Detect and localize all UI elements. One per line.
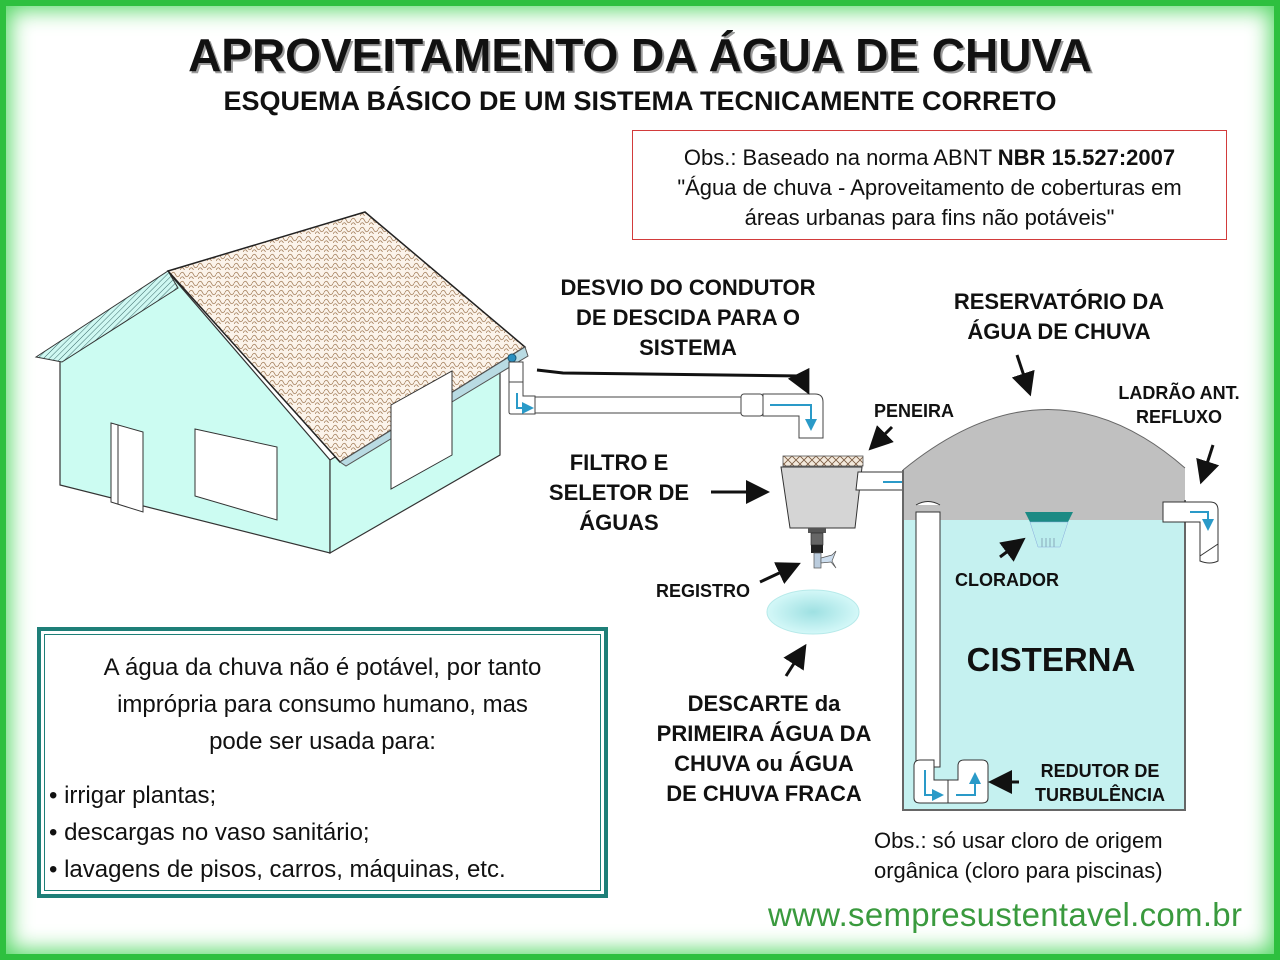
label-line: SELETOR DE	[548, 480, 690, 505]
label-chlorinator: CLORADOR	[955, 570, 1059, 590]
label-line: DE DESCIDA PARA O	[575, 305, 801, 330]
label-overflow	[1108, 381, 1250, 429]
label-line: ÁGUA DE CHUVA	[967, 319, 1151, 344]
label-line: REDUTOR DE	[1040, 761, 1160, 781]
label-line: TURBULÊNCIA	[1035, 785, 1165, 805]
note-line: orgânica (cloro para piscinas)	[874, 858, 1163, 883]
norm-prefix: Obs.: Baseado na norma ABNT	[683, 145, 998, 170]
label-filter	[536, 448, 702, 538]
label-line: FILTRO E	[569, 450, 669, 475]
list-item: • irrigar plantas;	[49, 777, 506, 814]
label-sieve: PENEIRA	[873, 401, 954, 421]
chlorine-note	[874, 826, 1163, 886]
label-line: DESCARTE da	[687, 691, 841, 716]
discard-puddle	[767, 590, 859, 634]
website-link[interactable]: www.sempresustentavel.com.br	[768, 896, 1243, 933]
intro-line: imprópria para consumo humano, mas	[117, 691, 528, 718]
norm-line-3: áreas urbanas para fins não potáveis"	[744, 205, 1115, 230]
house	[36, 212, 528, 553]
label-turbulence-reducer	[1024, 759, 1176, 807]
non-potable-uses-box	[37, 627, 608, 898]
label-first-flush-discard	[636, 689, 892, 809]
label-line: DESVIO DO CONDUTOR	[560, 275, 816, 300]
label-line: ÁGUAS	[579, 510, 659, 535]
label-line: LADRÃO ANT.	[1118, 383, 1240, 403]
list-item: • lavagens de pisos, carros, máquinas, etc.	[49, 851, 506, 888]
label-line: REFLUXO	[1135, 407, 1222, 427]
uses-list	[49, 777, 506, 888]
norm-line-1	[633, 143, 1226, 173]
label-valve: REGISTRO	[655, 581, 750, 601]
norm-reference-box	[632, 130, 1227, 240]
label-line: DE CHUVA FRACA	[666, 781, 862, 806]
label-line: RESERVATÓRIO DA	[953, 289, 1165, 314]
list-item: • descargas no vaso sanitário;	[49, 814, 506, 851]
label-line: SISTEMA	[639, 335, 737, 360]
info-intro	[41, 649, 604, 760]
norm-line-2: "Água de chuva - Aproveitamento de coberturas em	[677, 175, 1182, 200]
label-cistern: CISTERNA	[966, 641, 1136, 678]
page-title: APROVEITAMENTO DA ÁGUA DE CHUVA	[188, 29, 1092, 81]
cistern-tank	[903, 409, 1218, 810]
label-line: CHUVA ou ÁGUA	[674, 751, 854, 776]
intro-line: pode ser usada para:	[209, 728, 436, 755]
intro-line: A água da chuva não é potável, por tanto	[103, 654, 542, 681]
norm-standard: NBR 15.527:2007	[997, 145, 1176, 170]
page-subtitle: ESQUEMA BÁSICO DE UM SISTEMA TECNICAMENTE CORRETO	[223, 86, 1057, 116]
label-downspout-diversion	[540, 273, 836, 363]
note-line: Obs.: só usar cloro de origem	[874, 828, 1163, 853]
label-line: PRIMEIRA ÁGUA DA	[656, 721, 872, 746]
label-reservoir	[930, 287, 1188, 347]
